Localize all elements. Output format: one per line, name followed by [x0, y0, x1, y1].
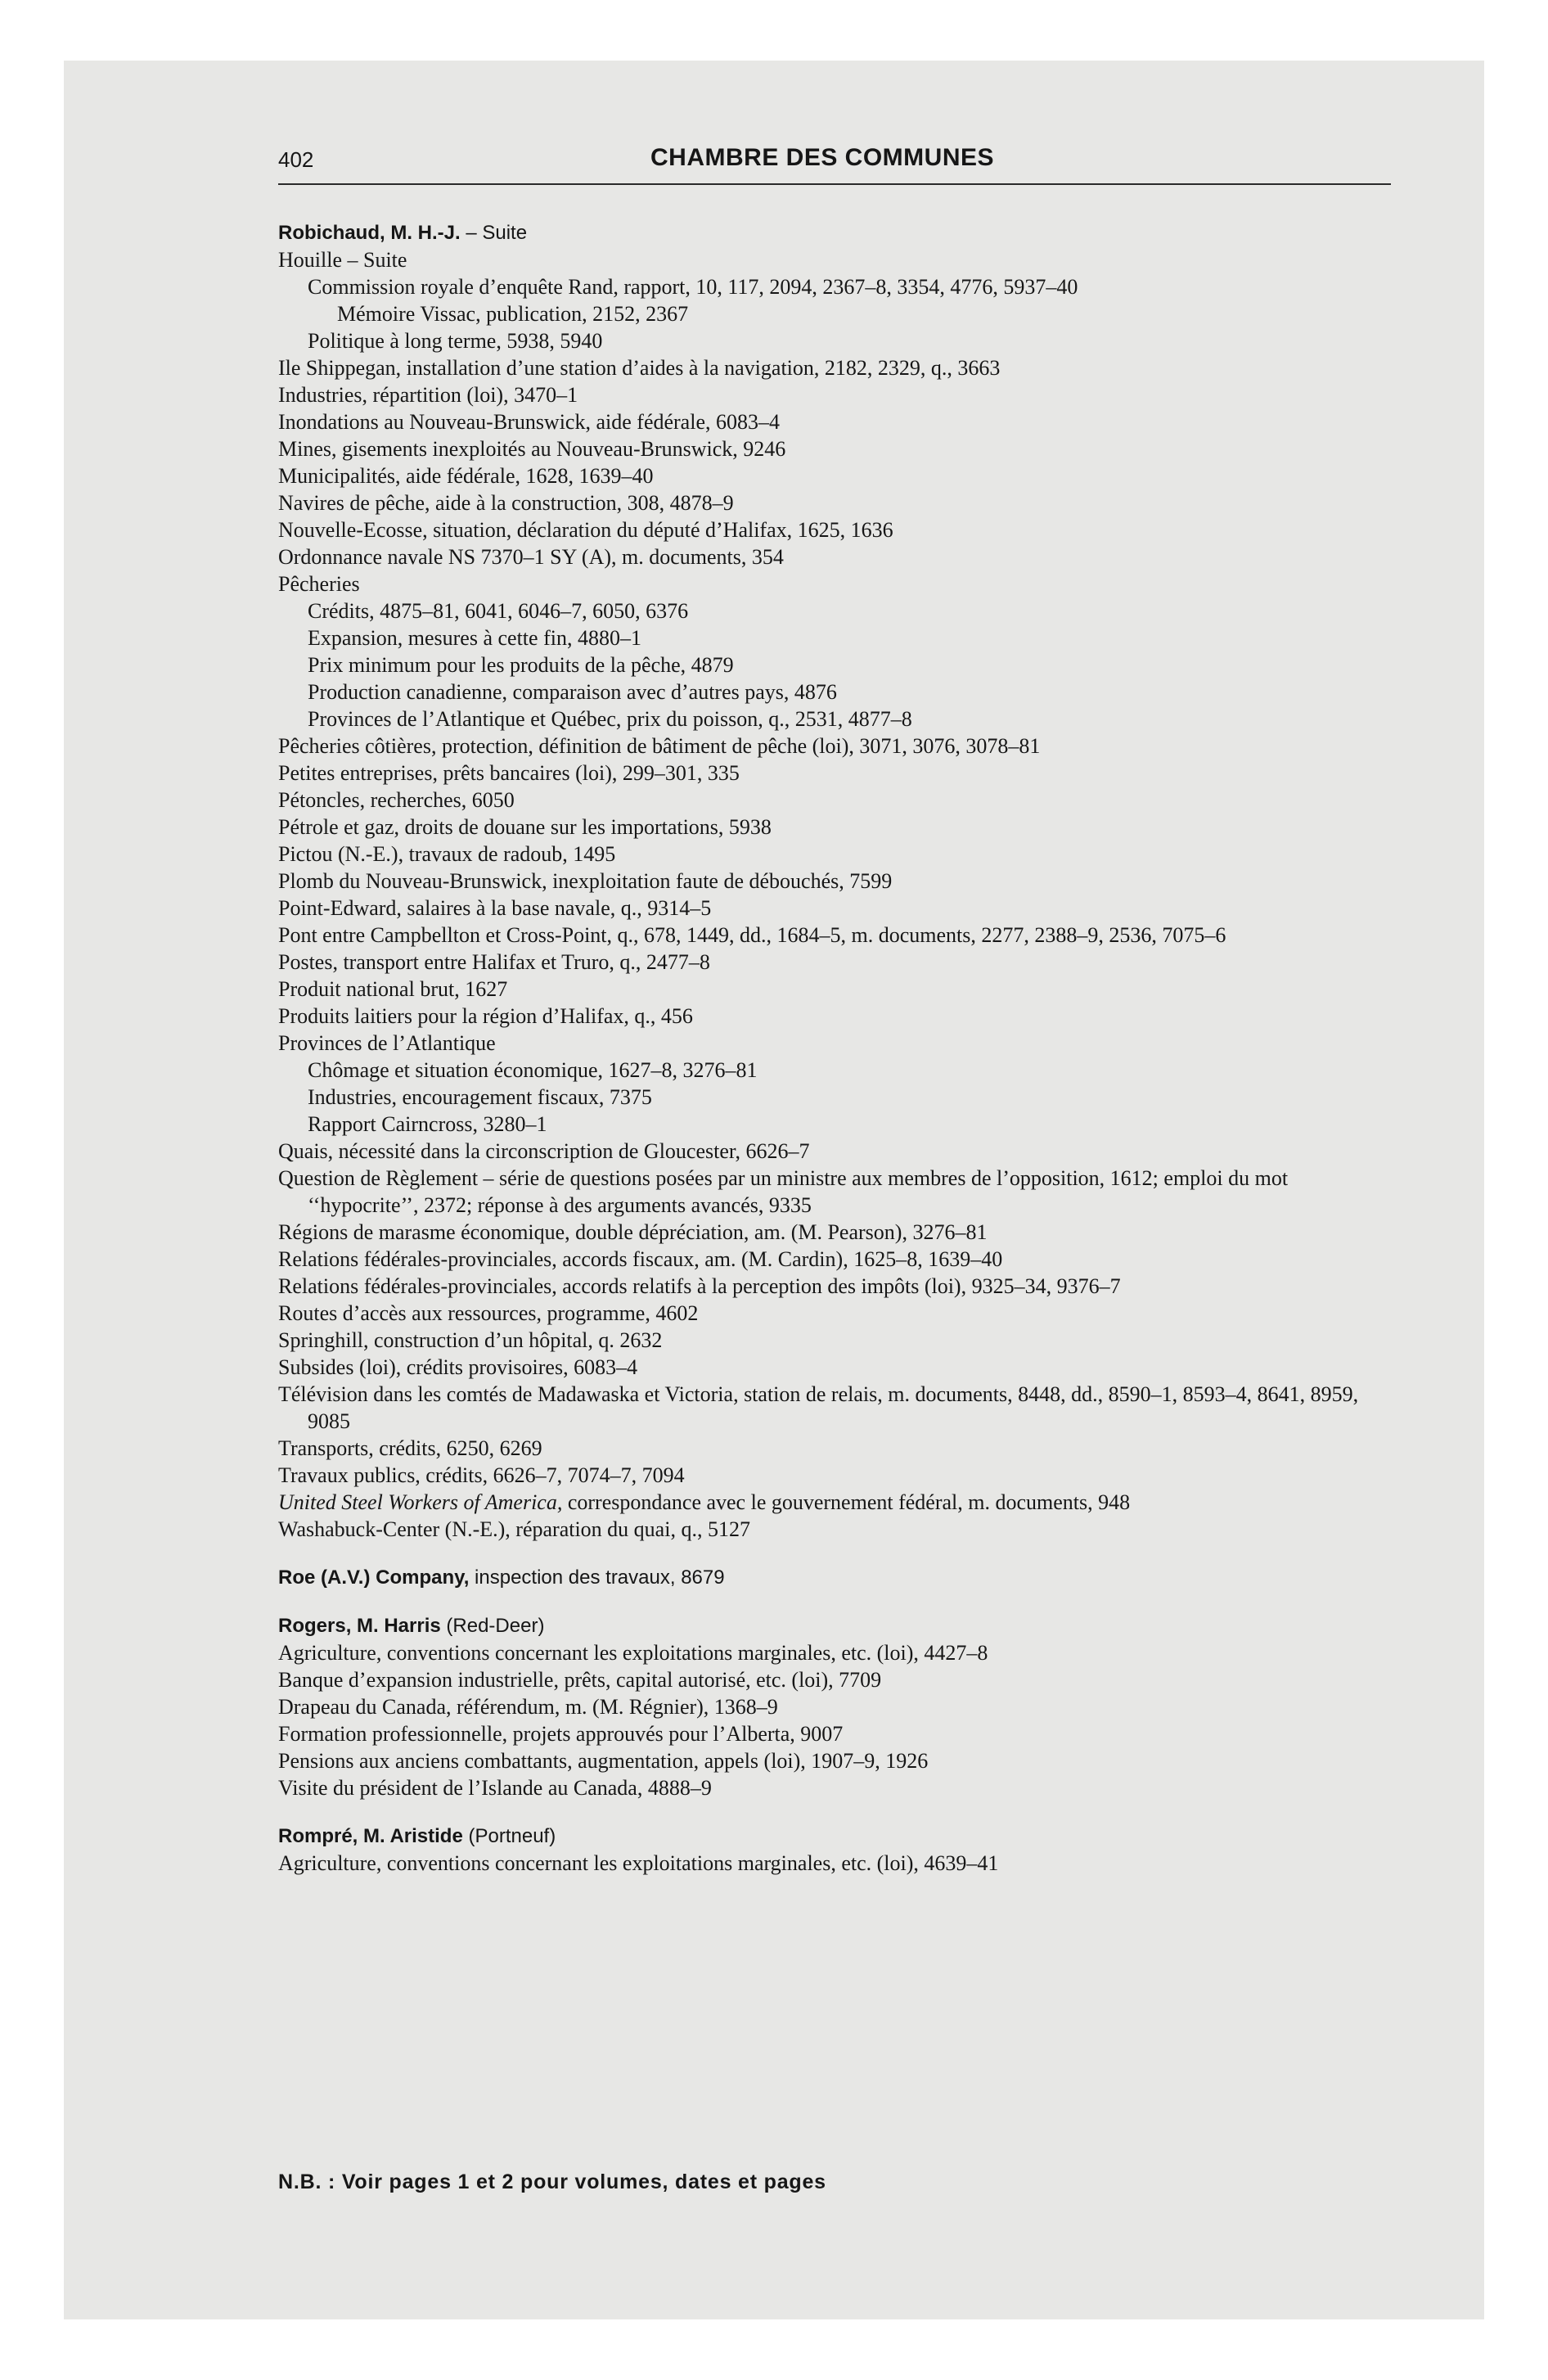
- index-subject: Routes d’accès aux ressources, programme, 4602: [278, 1301, 699, 1325]
- italic-name: United Steel Workers of America,: [278, 1490, 563, 1514]
- index-subject: Agriculture, conventions concernant les exploitations marginales, etc. (loi), 4639–41: [278, 1851, 999, 1875]
- index-subject: Pétoncles, recherches, 6050: [278, 788, 515, 812]
- footer-note: N.B. : Voir pages 1 et 2 pour volumes, dates et pages: [278, 2170, 826, 2193]
- entry-qualifier: – Suite: [466, 222, 528, 244]
- index-subject: Ile Shippegan, installation d’une station d’aides à la navigation, 2182, 2329, q., 3663: [278, 356, 1001, 380]
- index-entry: [278, 1823, 1391, 1877]
- index-subject: Pétrole et gaz, droits de douane sur les importations, 5938: [278, 815, 772, 839]
- index-subtopic: Industries, encouragement fiscaux, 7375: [308, 1085, 652, 1109]
- index-subject: Municipalités, aide fédérale, 1628, 1639–40: [278, 464, 654, 488]
- page-header: [278, 139, 1391, 185]
- index-subject: Springhill, construction d’un hôpital, q. 2632: [278, 1328, 663, 1352]
- index-subject: Relations fédérales-provinciales, accords fiscaux, am. (M. Cardin), 1625–8, 1639–40: [278, 1247, 1003, 1271]
- member-name: Rompré, M. Aristide: [278, 1825, 463, 1847]
- index-subject: Navires de pêche, aide à la construction, 308, 4878–9: [278, 491, 734, 515]
- index-subject: Industries, répartition (loi), 3470–1: [278, 383, 578, 407]
- index-subject: Nouvelle-Ecosse, situation, déclaration du député d’Halifax, 1625, 1636: [278, 518, 893, 542]
- entry-heading: [278, 1823, 1391, 1850]
- subject-text: correspondance avec le gouvernement fédéral, m. documents, 948: [562, 1490, 1131, 1514]
- index-subject: Produit national brut, 1627: [278, 977, 508, 1001]
- index-subtopic: Production canadienne, comparaison avec d’autres pays, 4876: [308, 680, 837, 704]
- index-subject: Inondations au Nouveau-Brunswick, aide fédérale, 6083–4: [278, 410, 780, 434]
- index-subject: Question de Règlement – série de questions posées par un ministre aux membres de l’opposition, 1612; emploi du mot ‘‘hypocrite’’, 2372; réponse à des arguments avancés, 9335: [278, 1166, 1289, 1217]
- index-subject: Travaux publics, crédits, 6626–7, 7074–7, 7094: [278, 1463, 685, 1487]
- index-subject: Formation professionnelle, projets approuvés pour l’Alberta, 9007: [278, 1722, 844, 1746]
- index-subtopic: Mémoire Vissac, publication, 2152, 2367: [337, 302, 689, 326]
- index-subject: Transports, crédits, 6250, 6269: [278, 1436, 542, 1460]
- index-subject: Drapeau du Canada, référendum, m. (M. Régnier), 1368–9: [278, 1695, 778, 1719]
- index-entries: [278, 219, 1391, 1877]
- index-subject: Agriculture, conventions concernant les exploitations marginales, etc. (loi), 4427–8: [278, 1641, 988, 1665]
- index-subject: Subsides (loi), crédits provisoires, 6083–4: [278, 1355, 638, 1379]
- index-subtopic: Prix minimum pour les produits de la pêche, 4879: [308, 653, 734, 677]
- index-subject: Pont entre Campbellton et Cross-Point, q., 678, 1449, dd., 1684–5, m. documents, 2277, 2388–9, 2536, 7075–6: [278, 923, 1226, 947]
- index-subject: Houille – Suite: [278, 248, 407, 272]
- index-subject: Quais, nécessité dans la circonscription de Gloucester, 6626–7: [278, 1139, 810, 1163]
- index-subject: Pêcheries côtières, protection, définition de bâtiment de pêche (loi), 3071, 3076, 3078–81: [278, 734, 1041, 758]
- entry-qualifier: (Portneuf): [468, 1825, 556, 1847]
- index-subtopic: Provinces de l’Atlantique et Québec, prix du poisson, q., 2531, 4877–8: [308, 707, 912, 731]
- page-number: 402: [278, 147, 314, 172]
- entry-heading: [278, 219, 1391, 246]
- entry-heading: [278, 1612, 1391, 1639]
- index-subject: Mines, gisements inexploités au Nouveau-Brunswick, 9246: [278, 437, 786, 461]
- entry-qualifier: (Red-Deer): [446, 1615, 545, 1637]
- index-subtopic: Crédits, 4875–81, 6041, 6046–7, 6050, 6376: [308, 599, 689, 623]
- index-subtopic: Politique à long terme, 5938, 5940: [308, 329, 603, 353]
- index-subject: Plomb du Nouveau-Brunswick, inexploitation faute de débouchés, 7599: [278, 869, 893, 893]
- index-subject: Relations fédérales-provinciales, accords relatifs à la perception des impôts (loi), 9325–34, 9376–7: [278, 1274, 1121, 1298]
- index-entry: [278, 1564, 1391, 1591]
- index-subject: Produits laitiers pour la région d’Halifax, q., 456: [278, 1004, 693, 1028]
- member-name: Roe (A.V.) Company,: [278, 1566, 470, 1589]
- index-entry: [278, 1612, 1391, 1801]
- entry-qualifier: inspection des travaux, 8679: [475, 1566, 725, 1589]
- index-subtopic: Commission royale d’enquête Rand, rapport, 10, 117, 2094, 2367–8, 3354, 4776, 5937–40: [308, 275, 1078, 299]
- index-subject: Banque d’expansion industrielle, prêts, capital autorisé, etc. (loi), 7709: [278, 1668, 882, 1692]
- index-subject: Télévision dans les comtés de Madawaska et Victoria, station de relais, m. documents, 8448, dd., 8590–1, 8593–4, 8641, 8959, 9085: [278, 1382, 1359, 1433]
- index-subject: Visite du président de l’Islande au Canada, 4888–9: [278, 1776, 712, 1800]
- index-page: [278, 139, 1391, 1898]
- index-subtopic: Expansion, mesures à cette fin, 4880–1: [308, 626, 641, 650]
- index-subject: Petites entreprises, prêts bancaires (loi), 299–301, 335: [278, 761, 740, 785]
- index-entry: [278, 219, 1391, 1543]
- index-subject: Pêcheries: [278, 572, 360, 596]
- index-subtopic: Rapport Cairncross, 3280–1: [308, 1112, 547, 1136]
- entry-heading: [278, 1564, 1391, 1591]
- index-subject: Pictou (N.-E.), travaux de radoub, 1495: [278, 842, 616, 866]
- member-name: Rogers, M. Harris: [278, 1615, 441, 1637]
- index-subject: Washabuck-Center (N.-E.), réparation du quai, q., 5127: [278, 1517, 750, 1541]
- index-subject: Pensions aux anciens combattants, augmentation, appels (loi), 1907–9, 1926: [278, 1749, 929, 1773]
- index-subtopic: Chômage et situation économique, 1627–8, 3276–81: [308, 1058, 758, 1082]
- index-subject: Régions de marasme économique, double dépréciation, am. (M. Pearson), 3276–81: [278, 1220, 988, 1244]
- index-subject: Ordonnance navale NS 7370–1 SY (A), m. documents, 354: [278, 545, 784, 569]
- index-subject: Point-Edward, salaires à la base navale, q., 9314–5: [278, 896, 712, 920]
- page-title: CHAMBRE DES COMMUNES: [650, 144, 995, 171]
- member-name: Robichaud, M. H.-J.: [278, 222, 461, 244]
- index-subject: Postes, transport entre Halifax et Truro, q., 2477–8: [278, 950, 710, 974]
- index-subject: [278, 1489, 1391, 1516]
- index-subject: Provinces de l’Atlantique: [278, 1031, 496, 1055]
